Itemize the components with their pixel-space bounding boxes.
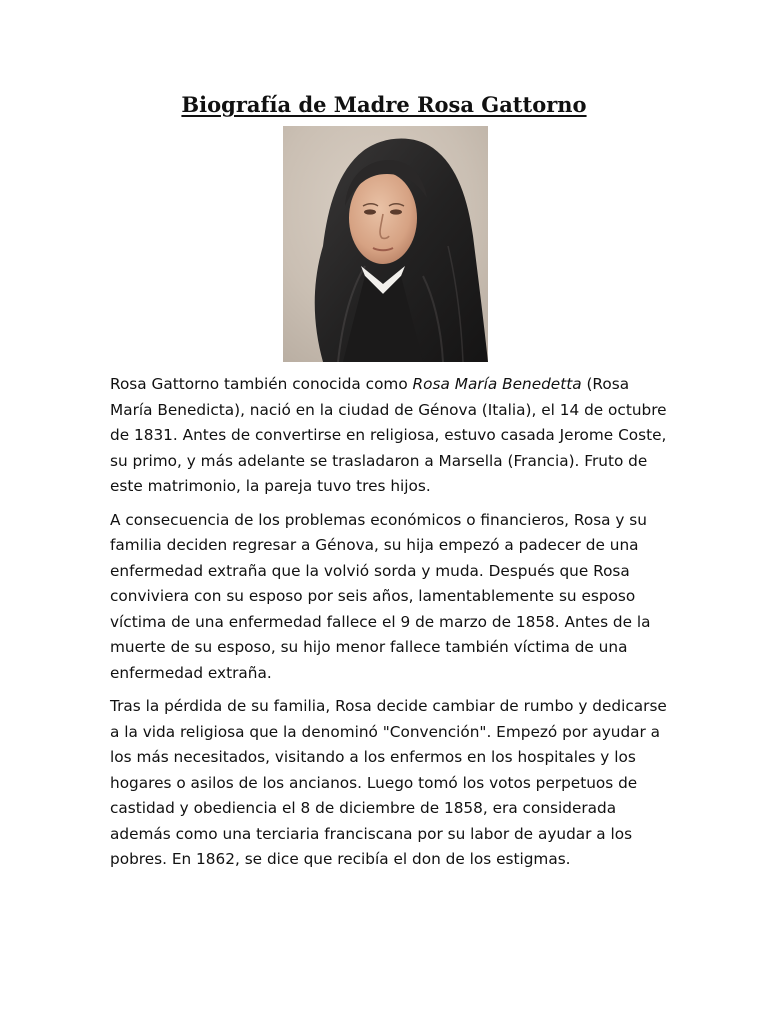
paragraph-1 (110, 372, 670, 500)
portrait-image (283, 126, 488, 362)
portrait-drawing (283, 126, 488, 362)
paragraph-1-rest: (Rosa María Benedicta), nació en la ciudad de Génova (Italia), el 14 de octubre de 1831. Antes de convertirse en religiosa, estuvo casada Jerome Coste, su primo, y más adelante se trasladaron a Marsella (Francia). Fruto de este matrimonio, la pareja tuvo tres hijos. (110, 375, 667, 495)
paragraph-1-italic-name: Rosa María Benedetta (412, 375, 582, 393)
paragraph-1-lead: Rosa Gattorno también conocida como (110, 375, 413, 393)
biography-body (110, 372, 670, 881)
paragraph-3: Tras la pérdida de su familia, Rosa decide cambiar de rumbo y dedicarse a la vida religiosa que la denominó "Convención". Empezó por ayudar a los más necesitados, visitando a los enfermos en los hospitales y los hogares o asilos de los ancianos. Luego tomó los votos perpetuos de castidad y obediencia el 8 de diciembre de 1858, era considerada además como una terciaria franciscana por su labor de ayudar a los pobres. En 1862, se dice que recibía el don de los estigmas. (110, 697, 667, 868)
document-title-text: Biografía de Madre Rosa Gattorno (181, 92, 587, 117)
document-title (0, 92, 768, 117)
paragraph-2: A consecuencia de los problemas económicos o financieros, Rosa y su familia deciden regresar a Génova, su hija empezó a padecer de una enfermedad extraña que la volvió sorda y muda. Después que Rosa conviviera con su esposo por seis años, lamentablemente su esposo víctima de una enfermedad fallece el 9 de marzo de 1858. Antes de la muerte de su esposo, su hijo menor fallece también víctima de una enfermedad extraña. (110, 510, 651, 682)
